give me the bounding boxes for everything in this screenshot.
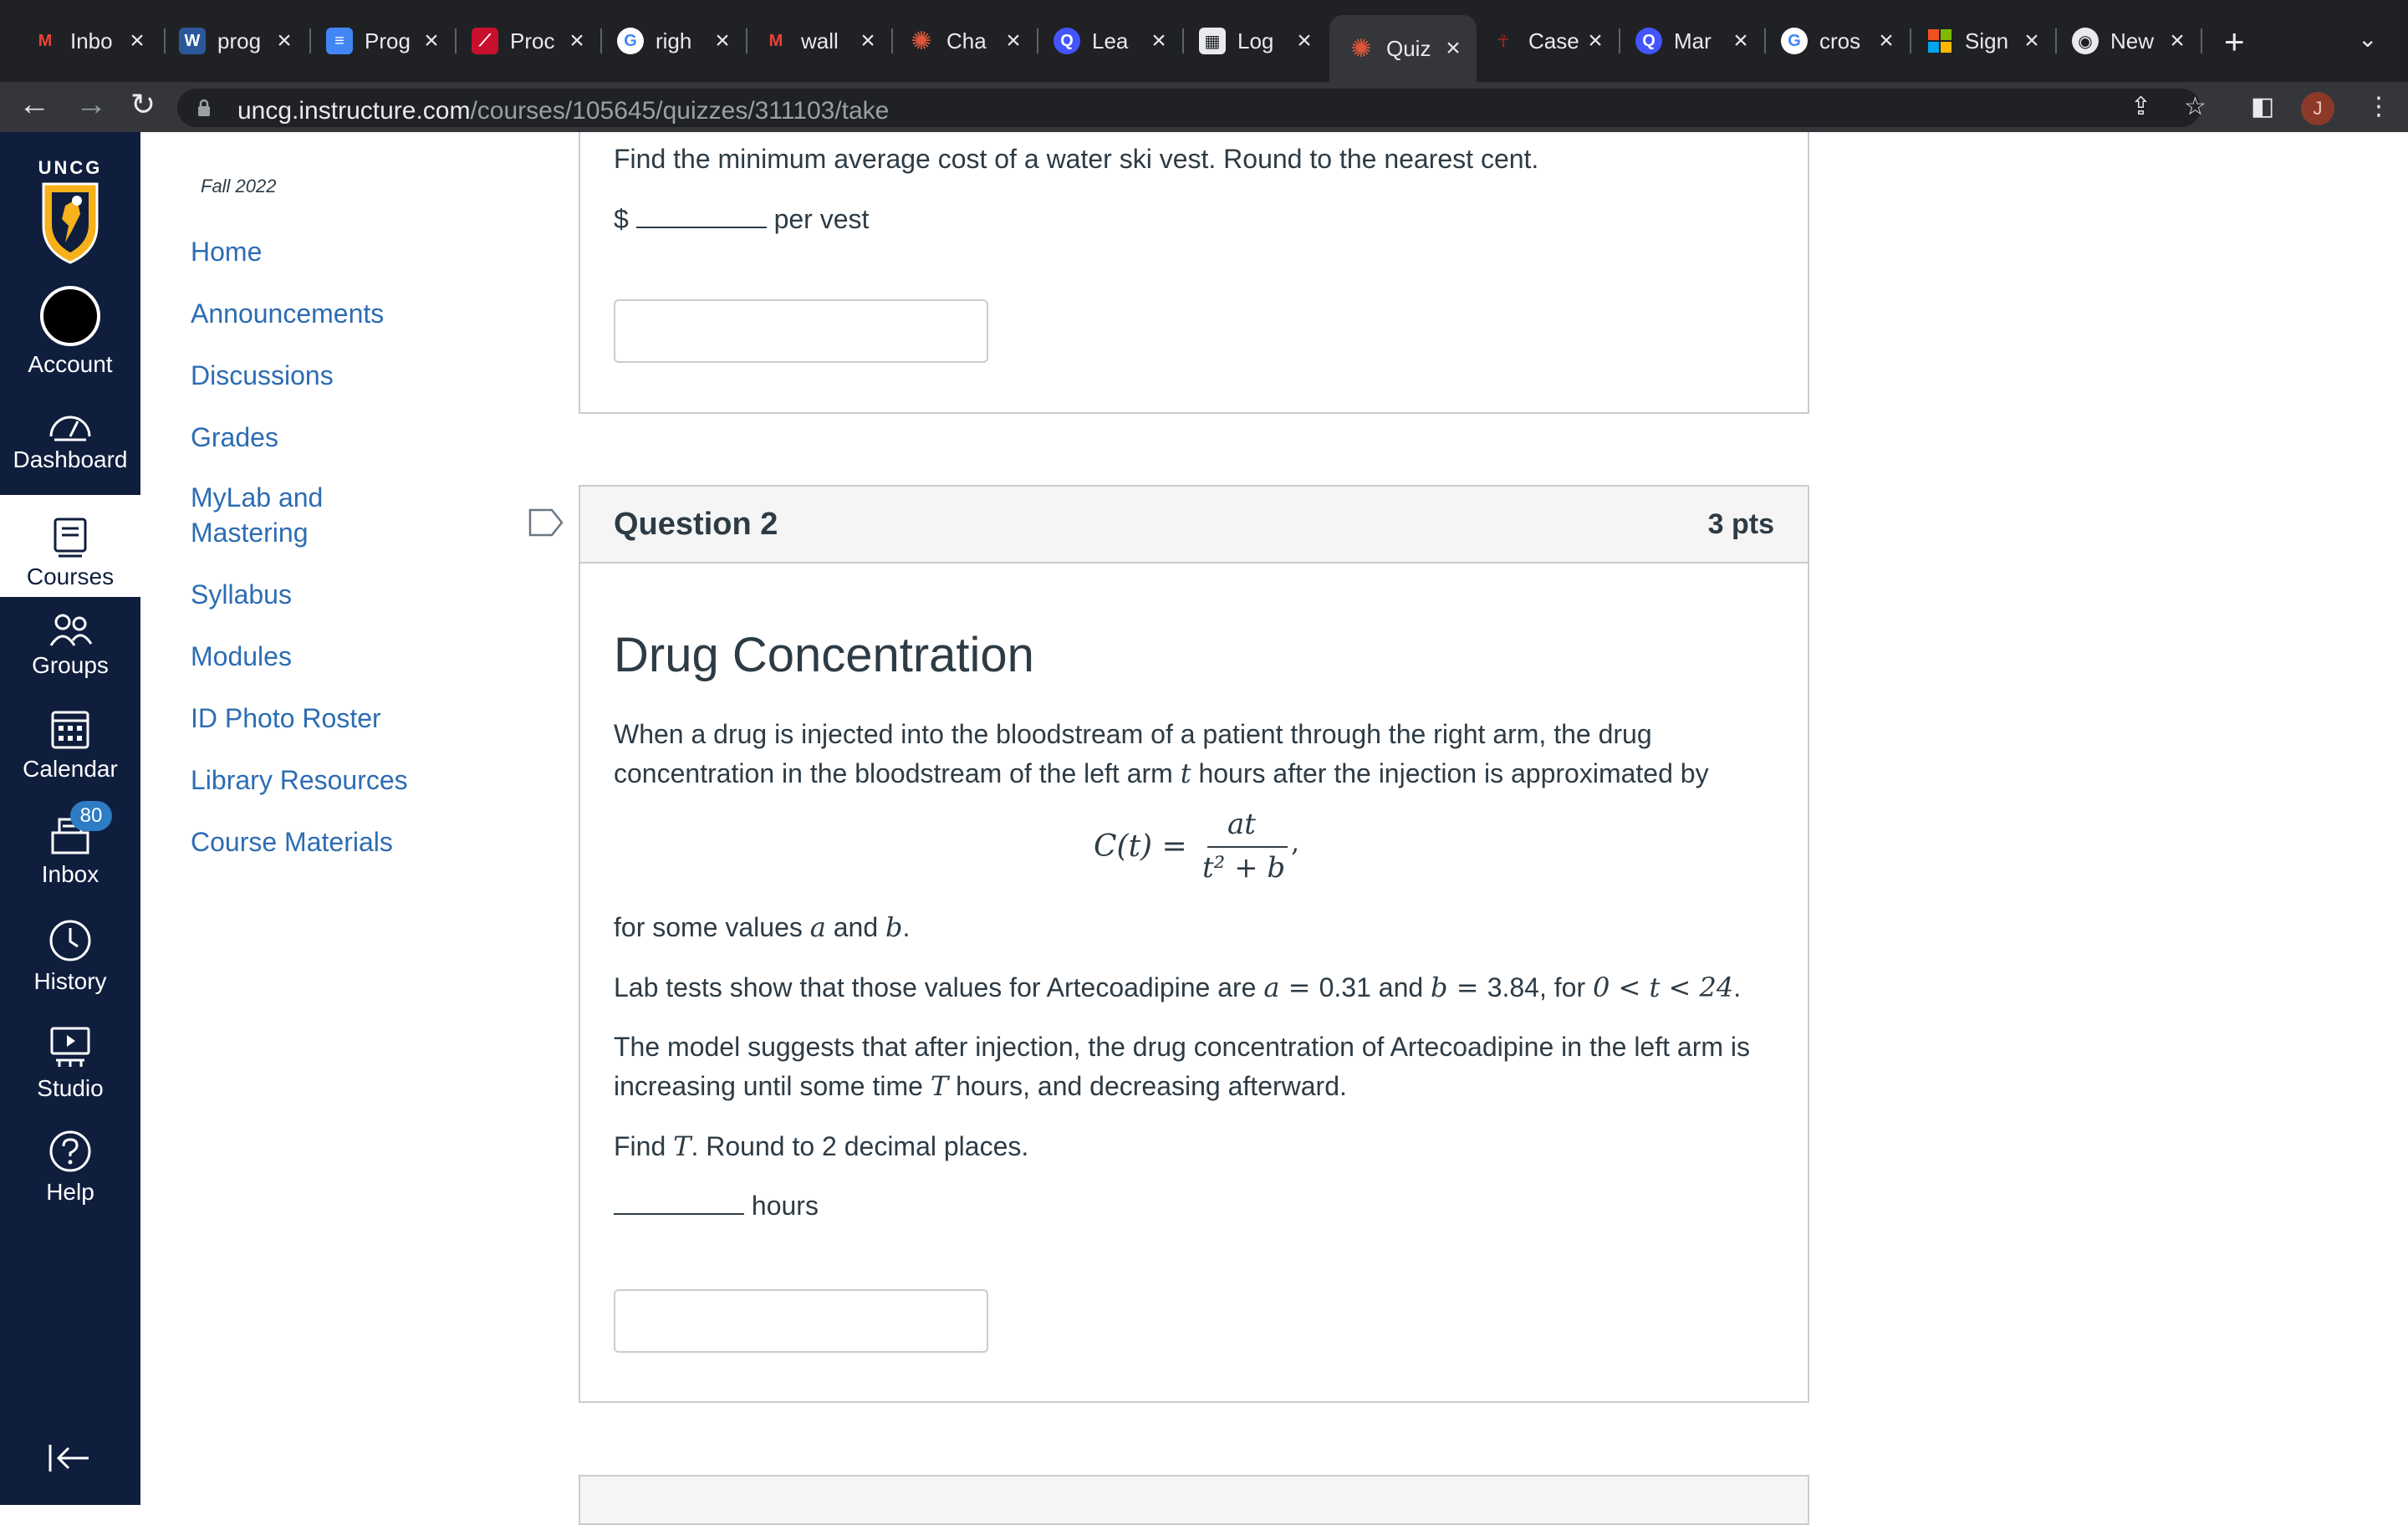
gmail-icon: M (768, 31, 783, 50)
course-nav-grades[interactable]: Grades (191, 422, 278, 452)
word-icon: W (179, 28, 206, 54)
page-icon: ▦ (1199, 28, 1226, 54)
question-2-answer-line (614, 1191, 819, 1222)
global-nav-courses[interactable] (0, 495, 140, 597)
browser-tab[interactable] (440, 15, 589, 67)
question-2-heading: Drug Concentration (614, 628, 1034, 682)
close-tab-icon[interactable]: × (1151, 27, 1166, 54)
new-tab-plus-icon[interactable]: + (2224, 22, 2245, 61)
forward-arrow-icon[interactable]: → (75, 87, 107, 122)
close-tab-icon[interactable]: × (277, 27, 292, 54)
browser-tab[interactable] (0, 15, 149, 67)
question-2-title: Question 2 (614, 507, 778, 542)
tab-title: Mar (1674, 28, 1712, 54)
course-nav-announcements[interactable]: Announcements (191, 298, 385, 329)
global-nav-calendar[interactable] (0, 707, 140, 799)
global-nav-account[interactable] (0, 286, 140, 378)
course-nav-mylab[interactable]: MyLab and (191, 482, 324, 513)
back-arrow-icon[interactable]: ← (18, 87, 50, 122)
tab-title: New (2110, 28, 2155, 54)
google-icon: G (1781, 28, 1808, 54)
question-2-para3-line1: The model suggests that after injection, the drug concentration of Artecoadipine in the left arm is (614, 1032, 1750, 1062)
close-tab-icon[interactable]: × (569, 27, 584, 54)
question-2-points: 3 pts (1707, 508, 1774, 540)
answer-blank (614, 1193, 744, 1215)
tab-title: Log (1237, 28, 1274, 54)
url-text: uncg.instructure.com/courses/105645/quizzes/311103/take (237, 97, 890, 125)
gmail-icon: M (38, 31, 53, 50)
course-nav-home[interactable]: Home (191, 237, 263, 267)
quizlet-icon: Q (1635, 28, 1662, 54)
browser-tab[interactable] (1604, 15, 1752, 67)
question-2-card (579, 485, 1809, 1403)
canvas-icon: ☥ (1497, 32, 1510, 51)
global-nav-history[interactable] (0, 918, 140, 1010)
close-tab-icon[interactable]: × (715, 27, 730, 54)
course-nav-mylab-line2[interactable]: Mastering (191, 518, 309, 548)
tab-title: Cha (946, 28, 987, 54)
global-nav (0, 132, 140, 1505)
google-icon: G (617, 28, 644, 54)
question-2-answer-input[interactable] (614, 1289, 988, 1353)
tab-title: wall (801, 28, 839, 54)
close-tab-icon[interactable]: × (860, 27, 875, 54)
question-2-header (580, 487, 1808, 564)
course-nav-syllabus[interactable]: Syllabus (191, 579, 292, 609)
browser-tab[interactable] (2040, 15, 2189, 67)
close-tab-icon[interactable]: × (1588, 27, 1603, 54)
question-3-card (579, 1475, 1809, 1525)
question-2-find-instruction: Find T. Round to 2 decimal places. (614, 1130, 1029, 1162)
tab-title: Lea (1092, 28, 1129, 54)
question-2-para3-line2: increasing until some time T hours, and decreasing afterward. (614, 1070, 1347, 1102)
browser-tab[interactable] (731, 15, 880, 67)
close-tab-icon[interactable]: × (1879, 27, 1894, 54)
tab-title: Inbo (70, 28, 113, 54)
tab-title: Sign (1965, 28, 2009, 54)
question-1-answer-line (614, 204, 869, 235)
share-icon[interactable]: ⇪ (2130, 93, 2152, 120)
courses-icon (52, 517, 89, 558)
tab-search-chevron-icon[interactable]: ⌄ (2358, 26, 2378, 52)
global-nav-label: Dashboard (13, 446, 128, 472)
dashboard-icon (48, 408, 93, 441)
collapse-nav-icon[interactable] (47, 1441, 92, 1475)
course-nav-id-photo-roster[interactable]: ID Photo Roster (191, 703, 381, 733)
global-nav-label: Courses (26, 564, 115, 589)
course-nav-modules[interactable]: Modules (191, 641, 292, 671)
browser-tab[interactable] (1167, 15, 1316, 67)
course-term: Fall 2022 (201, 176, 277, 196)
global-nav-label: Account (28, 351, 113, 377)
question-2-para1-line1: When a drug is injected into the bloodstream of a patient through the right arm, the drug (614, 719, 1652, 749)
openai-icon: ✺ (911, 27, 932, 55)
question-2-para1-line2: concentration in the bloodstream of the left arm t hours after the injection is approximated by (614, 757, 1709, 789)
browser-tab[interactable] (294, 15, 443, 67)
close-tab-icon[interactable]: × (1446, 34, 1461, 62)
question-2-lab-tests: Lab tests show that those values for Artecoadipine are a = 0.31 and b = 3.84, for 0 < t < 24. (614, 972, 1742, 1003)
docs-icon: ≡ (326, 28, 353, 54)
side-panel-icon[interactable]: ◧ (2251, 93, 2275, 120)
tab-title: Quiz (1386, 35, 1431, 61)
answer-blank (636, 207, 767, 228)
tab-title: Case (1528, 28, 1579, 54)
global-nav-studio[interactable] (0, 1025, 140, 1117)
tab-title: righ (656, 28, 692, 54)
browser-tab[interactable] (1895, 15, 2043, 67)
calendar-icon (50, 707, 90, 751)
close-tab-icon[interactable]: × (130, 27, 145, 54)
help-icon (48, 1129, 93, 1174)
close-tab-icon[interactable]: × (1297, 27, 1312, 54)
global-nav-label: Calendar (23, 756, 118, 782)
browser-tab[interactable] (1458, 15, 1607, 67)
global-nav-groups[interactable] (0, 612, 140, 696)
concentration-formula: C(t) = at t² + b , (1094, 808, 1300, 885)
currency-symbol: $ (614, 204, 629, 234)
global-nav-label: Studio (37, 1075, 104, 1101)
tab-title: Prog (365, 28, 411, 54)
browser-tab[interactable] (1749, 15, 1898, 67)
lock-icon (197, 99, 211, 117)
logo-text: UNCG (38, 157, 103, 178)
browser-tab[interactable] (585, 15, 734, 67)
profile-avatar[interactable]: J (2301, 92, 2334, 125)
global-nav-label: History (33, 968, 107, 994)
inbox-unread-badge: 80 (70, 801, 112, 831)
close-tab-icon[interactable]: × (2170, 27, 2185, 54)
uncg-logo[interactable] (40, 181, 100, 264)
global-nav-inbox[interactable] (0, 804, 140, 906)
account-icon (40, 286, 100, 346)
unit-label: hours (751, 1191, 819, 1221)
close-tab-icon[interactable]: × (1733, 27, 1748, 54)
global-nav-dashboard[interactable] (0, 408, 140, 492)
openai-icon: ✺ (1350, 34, 1372, 63)
flag-question-icon[interactable] (528, 508, 564, 537)
browser-tabstrip (0, 0, 2408, 82)
tab-title: cros (1819, 28, 1861, 54)
bookmark-star-icon[interactable]: ☆ (2184, 93, 2206, 120)
more-menu-icon[interactable]: ⋮ (2366, 93, 2391, 120)
close-tab-icon[interactable]: × (1006, 27, 1021, 54)
tab-title: Proc (510, 28, 555, 54)
groups-icon (48, 612, 93, 647)
question-1-answer-input[interactable] (614, 299, 988, 363)
browser-tab[interactable] (876, 15, 1025, 67)
global-nav-label: Inbox (41, 861, 99, 887)
global-nav-help[interactable] (0, 1129, 140, 1221)
browser-toolbar (0, 82, 2408, 132)
global-nav-label: Groups (32, 652, 109, 678)
chrome-icon: ◉ (2072, 28, 2099, 54)
close-tab-icon[interactable]: × (2024, 27, 2039, 54)
unit-label: per vest (773, 204, 870, 234)
global-nav-label: Help (46, 1179, 94, 1205)
question-1-prompt: Find the minimum average cost of a water ski vest. Round to the nearest cent. (614, 144, 1539, 174)
browser-tab-active[interactable] (1329, 15, 1477, 82)
reload-icon[interactable]: ↻ (130, 87, 156, 121)
microsoft-icon (1926, 28, 1953, 54)
close-tab-icon[interactable]: × (424, 27, 439, 54)
studio-icon (48, 1025, 93, 1070)
tab-title: prog (217, 28, 262, 54)
app-icon: ⟋ (472, 28, 498, 54)
course-nav-library-resources[interactable]: Library Resources (191, 765, 408, 795)
quizlet-icon: Q (1054, 28, 1080, 54)
course-nav-course-materials[interactable]: Course Materials (191, 827, 393, 857)
course-nav-discussions[interactable]: Discussions (191, 360, 334, 390)
history-icon (48, 918, 93, 963)
browser-tab[interactable] (147, 15, 296, 67)
question-2-values-sentence: for some values a and b. (614, 911, 911, 943)
browser-tab[interactable] (1022, 15, 1171, 67)
